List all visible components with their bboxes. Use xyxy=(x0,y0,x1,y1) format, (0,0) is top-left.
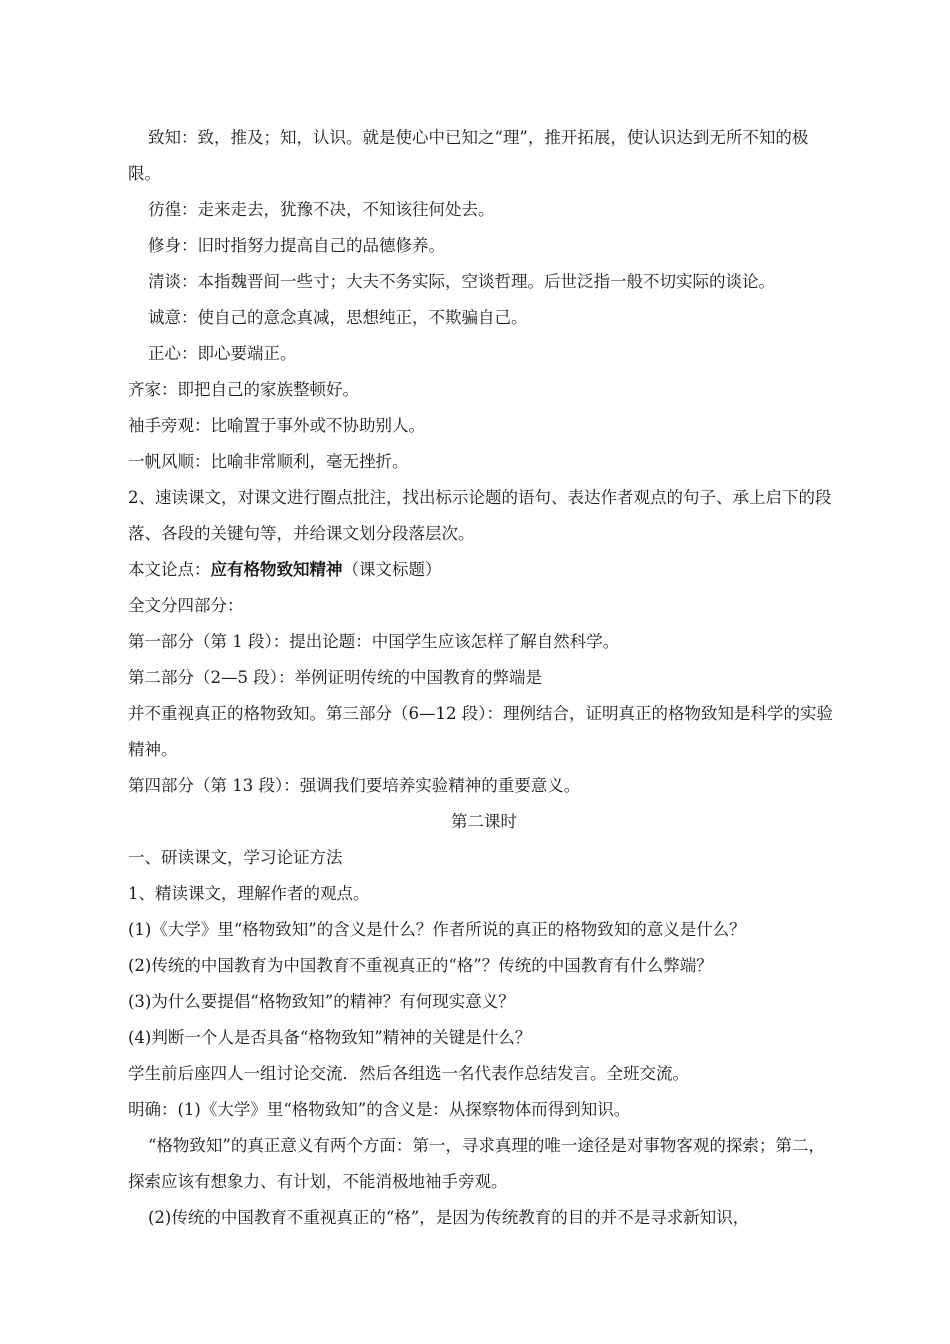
paragraph-part-4: 第四部分（第 13 段）：强调我们要培养实验精神的重要意义。 xyxy=(128,776,581,795)
paragraph-discussion: 学生前后座四人一组讨论交流．然后各组选一名代表作总结发言。全班交流。 xyxy=(128,1064,689,1083)
paragraph-part-2: 第二部分（2—5 段）：举例证明传统的中国教育的弊端是 xyxy=(128,668,542,687)
paragraph-xiushen: 修身：旧时指努力提高自己的品德修养。 xyxy=(148,236,445,255)
paragraph-part-1: 第一部分（第 1 段）：提出论题：中国学生应该怎样了解自然科学。 xyxy=(128,632,620,651)
paragraph-thesis xyxy=(128,552,840,588)
paragraph-answer-meaning: “格物致知”的真正意义有两个方面：第一，寻求真理的唯一途径是对事物客观的探索；第二，探索应该有想象力、有计划，不能消极地袖手旁观。 xyxy=(128,1136,825,1191)
paragraph-zhizhi: 致知：致，推及；知，认识。就是使心中已知之“理”，推开拓展，使认识达到无所不知的极限。 xyxy=(128,128,809,183)
question-3: (3)为什么要提倡“格物致知”的精神？有何现实意义？ xyxy=(128,992,515,1011)
question-2: (2)传统的中国教育为中国教育不重视真正的“格”？传统的中国教育有什么弊端？ xyxy=(128,956,713,975)
section-heading: 第二课时 xyxy=(451,812,517,831)
paragraph-answer-2: (2)传统的中国教育不重视真正的“格”，是因为传统教育的目的并不是寻求新知识， xyxy=(148,1208,750,1227)
thesis-note: （课文标题） xyxy=(342,560,442,579)
paragraph-zhengxin: 正心：即心要端正。 xyxy=(148,344,297,363)
paragraph-task-2: 2、速读课文，对课文进行圈点批注，找出标示论题的语句、表达作者观点的句子、承上启下的段落、各段的关键句等，并给课文划分段落层次。 xyxy=(128,488,832,543)
paragraph-chengyi: 诚意：使自己的意念真减，思想纯正，不欺骗自己。 xyxy=(148,308,528,327)
document-body xyxy=(128,120,840,1236)
paragraph-section-1: 一、研读课文，学习论证方法 xyxy=(128,848,343,867)
paragraph-qijia: 齐家：即把自己的家族整顿好。 xyxy=(128,380,359,399)
question-4: (4)判断一个人是否具备“格物致知”精神的关键是什么？ xyxy=(128,1028,532,1047)
question-1: (1)《大学》里“格物致知”的含义是什么？作者所说的真正的格物致知的意义是什么？ xyxy=(128,920,746,939)
paragraph-part-3: 并不重视真正的格物致知。第三部分（6—12 段）：理例结合，证明真正的格物致知是科学的实验精神。 xyxy=(128,704,833,759)
paragraph-read-1: 1、精读课文，理解作者的观点。 xyxy=(128,884,370,903)
paragraph-panghuang: 彷徨：走来走去，犹豫不决，不知该往何处去。 xyxy=(148,200,495,219)
thesis-label: 本文论点： xyxy=(128,560,211,579)
paragraph-yifan: 一帆风顺：比喻非常顺利，毫无挫折。 xyxy=(128,452,409,471)
paragraph-qingtan: 清谈：本指魏晋间一些寸；大夫不务实际，空谈哲理。后世泛指一般不切实际的谈论。 xyxy=(148,272,775,291)
paragraph-xiushou: 袖手旁观：比喻置于事外或不协助别人。 xyxy=(128,416,425,435)
thesis-bold: 应有格物致知精神 xyxy=(210,560,343,579)
paragraph-answer-1: 明确：(1)《大学》里“格物致知”的含义是：从探察物体而得到知识。 xyxy=(128,1100,631,1119)
paragraph-four-parts: 全文分四部分： xyxy=(128,596,244,615)
